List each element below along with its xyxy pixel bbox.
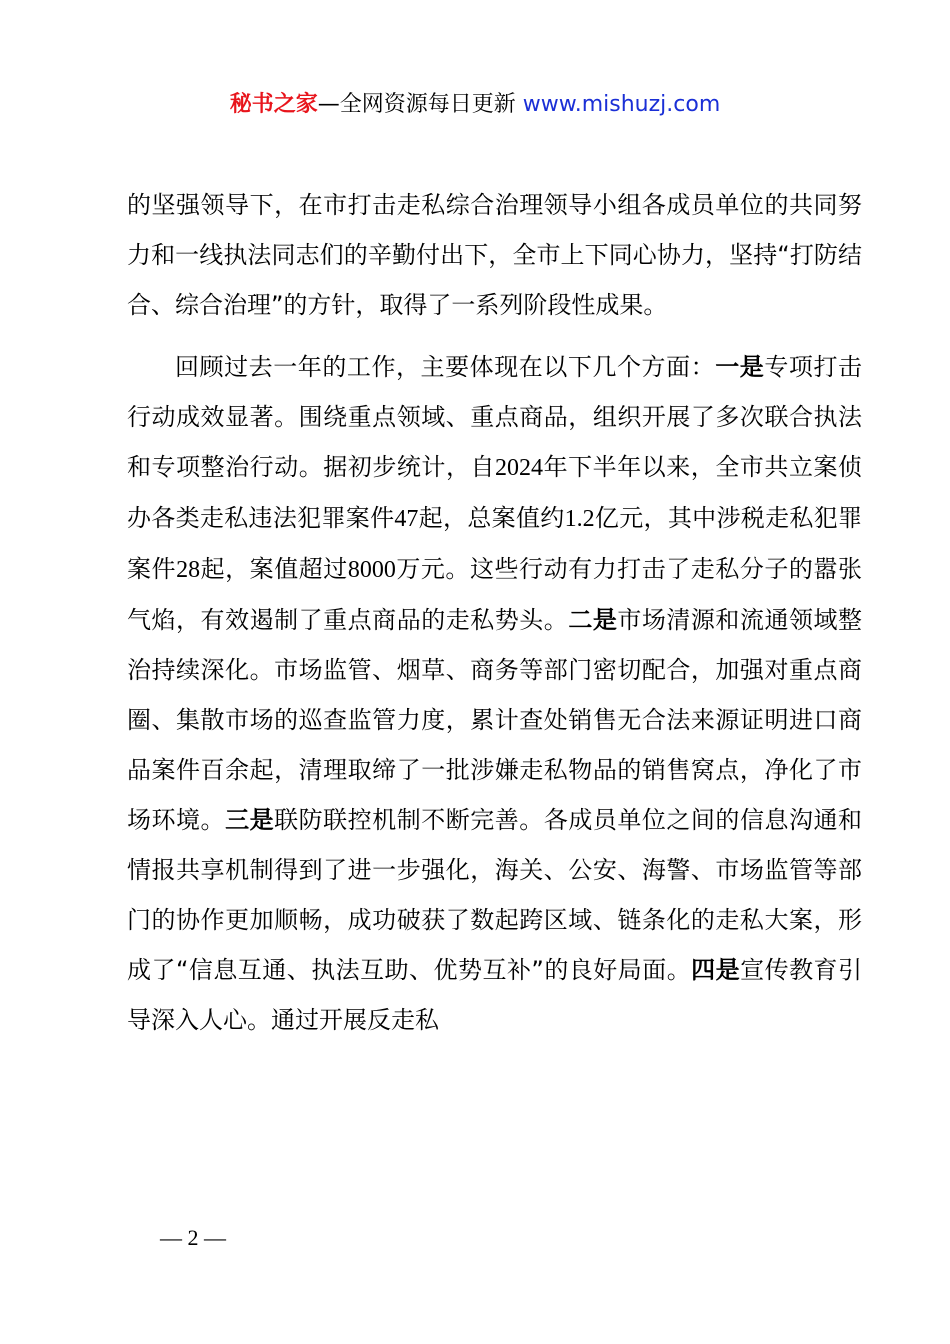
text-segment: 年下半年以来，全市共立案侦办各类走私违法犯罪案件 xyxy=(127,453,863,532)
brand-name: 秘书之家 xyxy=(229,92,318,117)
text-segment: 联防联控机制不断完善。各成员单位之间的信息沟通和情报共享机制得到了进一步强化，海关、公安、海警、市场监管等部门的协作更加顺畅，成功破获了数起跨区域、链条化的走私大案，形成了“信息互通、执法互助、优势互补”的良好局面。 xyxy=(127,806,863,984)
website-url[interactable]: www.mishuzj.com xyxy=(522,92,721,117)
number-tax-cases: 28 xyxy=(176,557,201,583)
document-body xyxy=(127,180,862,1045)
paragraph-1: 的坚强领导下，在市打击走私综合治理领导小组各成员单位的共同努力和一线执法同志们的辛勤付出下，全市上下同心协力，坚持“打防结合、综合治理”的方针，取得了一系列阶段性成果。 xyxy=(127,191,862,319)
paragraph-2 xyxy=(127,342,862,1045)
text-segment: 起，案值超过 xyxy=(200,555,348,583)
page-header xyxy=(0,88,950,122)
number-year: 2024 xyxy=(495,455,544,481)
page-number: — 2 — xyxy=(160,1225,226,1250)
emphasis-third: 三是 xyxy=(225,806,275,834)
emphasis-first: 一是 xyxy=(715,353,765,381)
number-cases: 47 xyxy=(394,506,419,532)
header-tagline: —全网资源每日更新 xyxy=(317,92,523,117)
text-segment: 专项打击行动成效显著。围绕重点领域、重点商品，组织开展了多次联合执法和专项整治行动。据初步统计，自 xyxy=(127,353,863,481)
text-segment: 万元。这些行动有力打击了走私分子的嚣张气焰，有效遏制了重点商品的走私势头。 xyxy=(127,555,863,634)
text-segment: 宣传教育引导深入人心。通过开展反走私 xyxy=(127,956,863,1034)
text-segment: 回顾过去一年的工作，主要体现在以下几个方面： xyxy=(175,353,716,381)
number-tax-value: 8000 xyxy=(347,557,396,583)
text-segment: 市场清源和流通领域整治持续深化。市场监管、烟草、商务等部门密切配合，加强对重点商圈、集散市场的巡查监管力度，累计查处销售无合法来源证明进口商品案件百余起，清理取缔了一批涉嫌走私物品的销售窝点，净化了市场环境。 xyxy=(127,606,863,834)
emphasis-fourth: 四是 xyxy=(691,956,741,984)
text-segment: 起，总案值约 xyxy=(418,504,565,532)
emphasis-second: 二是 xyxy=(568,606,618,634)
text-segment: 亿元，其中涉税走私犯罪案件 xyxy=(127,504,863,583)
number-value: 1.2 xyxy=(564,506,595,532)
